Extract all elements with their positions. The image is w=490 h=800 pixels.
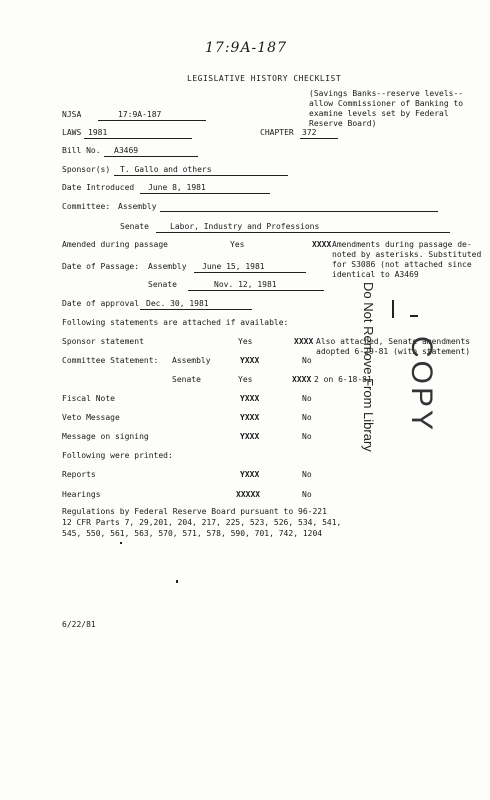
reports-no: No — [302, 470, 312, 479]
message-yes-struck: YXXX — [240, 432, 260, 441]
handwritten-statute-number: 17:9A-187 — [205, 40, 288, 56]
fiscal-note-label: Fiscal Note — [62, 394, 115, 403]
fiscal-yes-struck: YXXX — [240, 394, 260, 403]
reports-label: Reports — [62, 470, 96, 479]
amended-no-struck: XXXX — [312, 240, 332, 249]
printed-label: Following were printed: — [62, 451, 173, 460]
veto-yes-struck: YXXX — [240, 413, 260, 422]
attached-label: Following statements are attached if available: — [62, 318, 289, 327]
cs-assembly-no: No — [302, 356, 312, 365]
amended-label: Amended during passage — [62, 240, 168, 249]
laws-value: 1981 — [84, 128, 192, 139]
reports-yes-struck: YXXX — [240, 470, 260, 479]
amended-note-line: Amendments during passage de- — [332, 240, 472, 249]
summary-line: allow Commissioner of Banking to — [309, 99, 464, 108]
summary-line: Reserve Board) — [309, 119, 377, 128]
amended-yes: Yes — [230, 240, 245, 249]
passage-senate-label: Senate — [148, 280, 177, 289]
regulations-line: 12 CFR Parts 7, 29,201, 204, 217, 225, 523, 526, 534, 541, — [62, 518, 342, 527]
sponsor-note-line: Also attached, Senate amendments — [316, 337, 471, 346]
hearings-label: Hearings — [62, 490, 101, 499]
sponsor-statement-label: Sponsor statement — [62, 337, 144, 346]
sponsor-statement-yes: Yes — [238, 337, 253, 346]
cs-senate-note: 2 on 6-18-81 — [314, 375, 372, 384]
copy-stamp: COPY — [405, 336, 438, 434]
amended-note-line: identical to A3469 — [332, 270, 419, 279]
date-introduced-label: Date Introduced — [62, 183, 135, 192]
regulations-line: 545, 550, 561, 563, 570, 571, 578, 590, 701, 742, 1204 — [62, 529, 323, 538]
committee-assembly-label: Assembly — [118, 202, 157, 211]
njsa-value: 17:9A-187 — [98, 110, 206, 121]
approval-label: Date of approval — [62, 299, 140, 308]
amended-note-line: for S3086 (not attached since — [332, 260, 472, 269]
chapter-value: 372 — [300, 128, 338, 139]
chapter-label: CHAPTER — [260, 128, 294, 137]
passage-label: Date of Passage: — [62, 262, 140, 271]
do-not-remove-stamp: Do Not Remove From Library — [361, 282, 376, 452]
sponsor-statement-no-struck: XXXX — [294, 337, 314, 346]
message-no: No — [302, 432, 312, 441]
fiscal-no: No — [302, 394, 312, 403]
sponsor-value: T. Gallo and others — [114, 165, 288, 176]
cs-senate-no-struck: XXXX — [292, 375, 312, 384]
committee-assembly-line — [160, 211, 438, 212]
laws-label: LAWS — [62, 128, 82, 137]
veto-no: No — [302, 413, 312, 422]
bill-value: A3469 — [104, 146, 198, 157]
passage-senate-value: Nov. 12, 1981 — [188, 280, 324, 291]
hearings-yes-struck: XXXXX — [236, 490, 261, 499]
regulations-line: Regulations by Federal Reserve Board pursuant to 96-221 — [62, 507, 327, 516]
scan-speck — [120, 542, 122, 544]
footer-date: 6/22/81 — [62, 620, 96, 629]
cs-senate-yes: Yes — [238, 375, 253, 384]
committee-senate-value: Labor, Industry and Professions — [156, 222, 450, 233]
sponsor-label: Sponsor(s) — [62, 165, 111, 174]
committee-senate-label: Senate — [120, 222, 149, 231]
passage-assembly-label: Assembly — [148, 262, 187, 271]
veto-message-label: Veto Message — [62, 413, 120, 422]
cs-assembly-yes-struck: YXXX — [240, 356, 260, 365]
summary-line: (Savings Banks--reserve levels-- — [309, 89, 464, 98]
stamp-mark — [392, 300, 394, 318]
bill-label: Bill No. — [62, 146, 101, 155]
page-title: LEGISLATIVE HISTORY CHECKLIST — [187, 74, 342, 83]
stamp-mark — [410, 315, 418, 317]
passage-assembly-value: June 15, 1981 — [194, 262, 306, 273]
hearings-no: No — [302, 490, 312, 499]
committee-label: Committee: — [62, 202, 111, 211]
amended-note-line: noted by asterisks. Substituted — [332, 250, 482, 259]
committee-statement-label: Committee Statement: — [62, 356, 159, 365]
njsa-label: NJSA — [62, 110, 82, 119]
cs-senate-label: Senate — [172, 375, 201, 384]
scan-speck — [176, 580, 178, 583]
date-introduced-value: June 8, 1981 — [140, 183, 270, 194]
message-signing-label: Message on signing — [62, 432, 149, 441]
sponsor-note-line: adopted 6-29-81 (with statement) — [316, 347, 471, 356]
cs-assembly-label: Assembly — [172, 356, 211, 365]
approval-value: Dec. 30, 1981 — [140, 299, 252, 310]
summary-line: examine levels set by Federal — [309, 109, 449, 118]
